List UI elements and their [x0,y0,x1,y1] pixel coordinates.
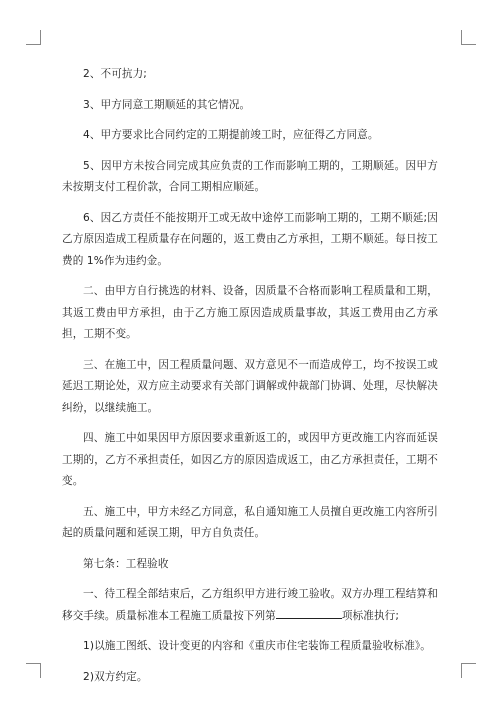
fill-in-blank [276,607,342,619]
crop-mark-top-left [26,30,41,45]
paragraph-force-majeure: 2、不可抗力; [83,68,147,80]
paragraph-party-b-delay: 6、因乙方责任不能按期开工或无故中途停工而影响工期的，工期不顺延;因乙方原因造成工程质量存在问题的，返工费由乙方承担，工期不顺延。每日按工费的 1%作为违约金。 [62,211,438,267]
document-page [62,64,438,697]
crop-mark-top-right [461,30,476,45]
paragraph-materials: 二、由甲方自行挑选的材料、设备，因质量不合格而影响工程质量和工期，其返工费由甲方承担，由于乙方施工原因造成质量事故，其返工费用由乙方承担，工期不变。 [62,285,438,340]
section-heading-acceptance: 第七条：工程验收 [83,557,169,570]
paragraph-rework: 四、施工中如果因甲方原因要求重新返工的，或因甲方更改施工内容而延误工期的，乙方不承担责任，如因乙方的原因造成返工，由乙方承担责任，工期不变。 [62,432,438,487]
list-item-standard-2: 2)双方约定。 [83,670,148,683]
acceptance-text-before: 一、待工程全部结束后，乙方组织甲方进行竣工验收。双方办理工程结算和移交手续。质量标准本工程施工质量按下列第 [62,588,438,622]
crop-mark-bottom-left [26,663,41,678]
acceptance-text-after: 项标准执行; [341,609,400,622]
paragraph-unauthorized-change: 五、施工中，甲方未经乙方同意，私自通知施工人员擅自更改施工内容所引起的质量问题和延误工期，甲方自负责任。 [62,505,438,539]
paragraph-early-completion: 4、甲方要求比合同约定的工期提前竣工时，应征得乙方同意。 [83,129,379,141]
paragraph-quality-dispute: 三、在施工中，因工程质量问题、双方意见不一而造成停工，均不按误工或延迟工期论处，双方应主动要求有关部门调解或仲裁部门协调、处理，尽快解决纠纷，以继续施工。 [62,358,438,414]
crop-mark-bottom-right [461,663,476,678]
list-item-standard-1: 1)以施工图纸、设计变更的内容和《重庆市住宅装饰工程质量验收标准》。 [83,640,431,652]
paragraph-party-a-delay: 5、因甲方未按合同完成其应负责的工作而影响工期的，工期顺延。因甲方未按期支付工程价款，合同工期相应顺延。 [62,159,438,193]
paragraph-acceptance [62,584,438,627]
paragraph-other-extension: 3、甲方同意工期顺延的其它情况。 [83,98,251,111]
